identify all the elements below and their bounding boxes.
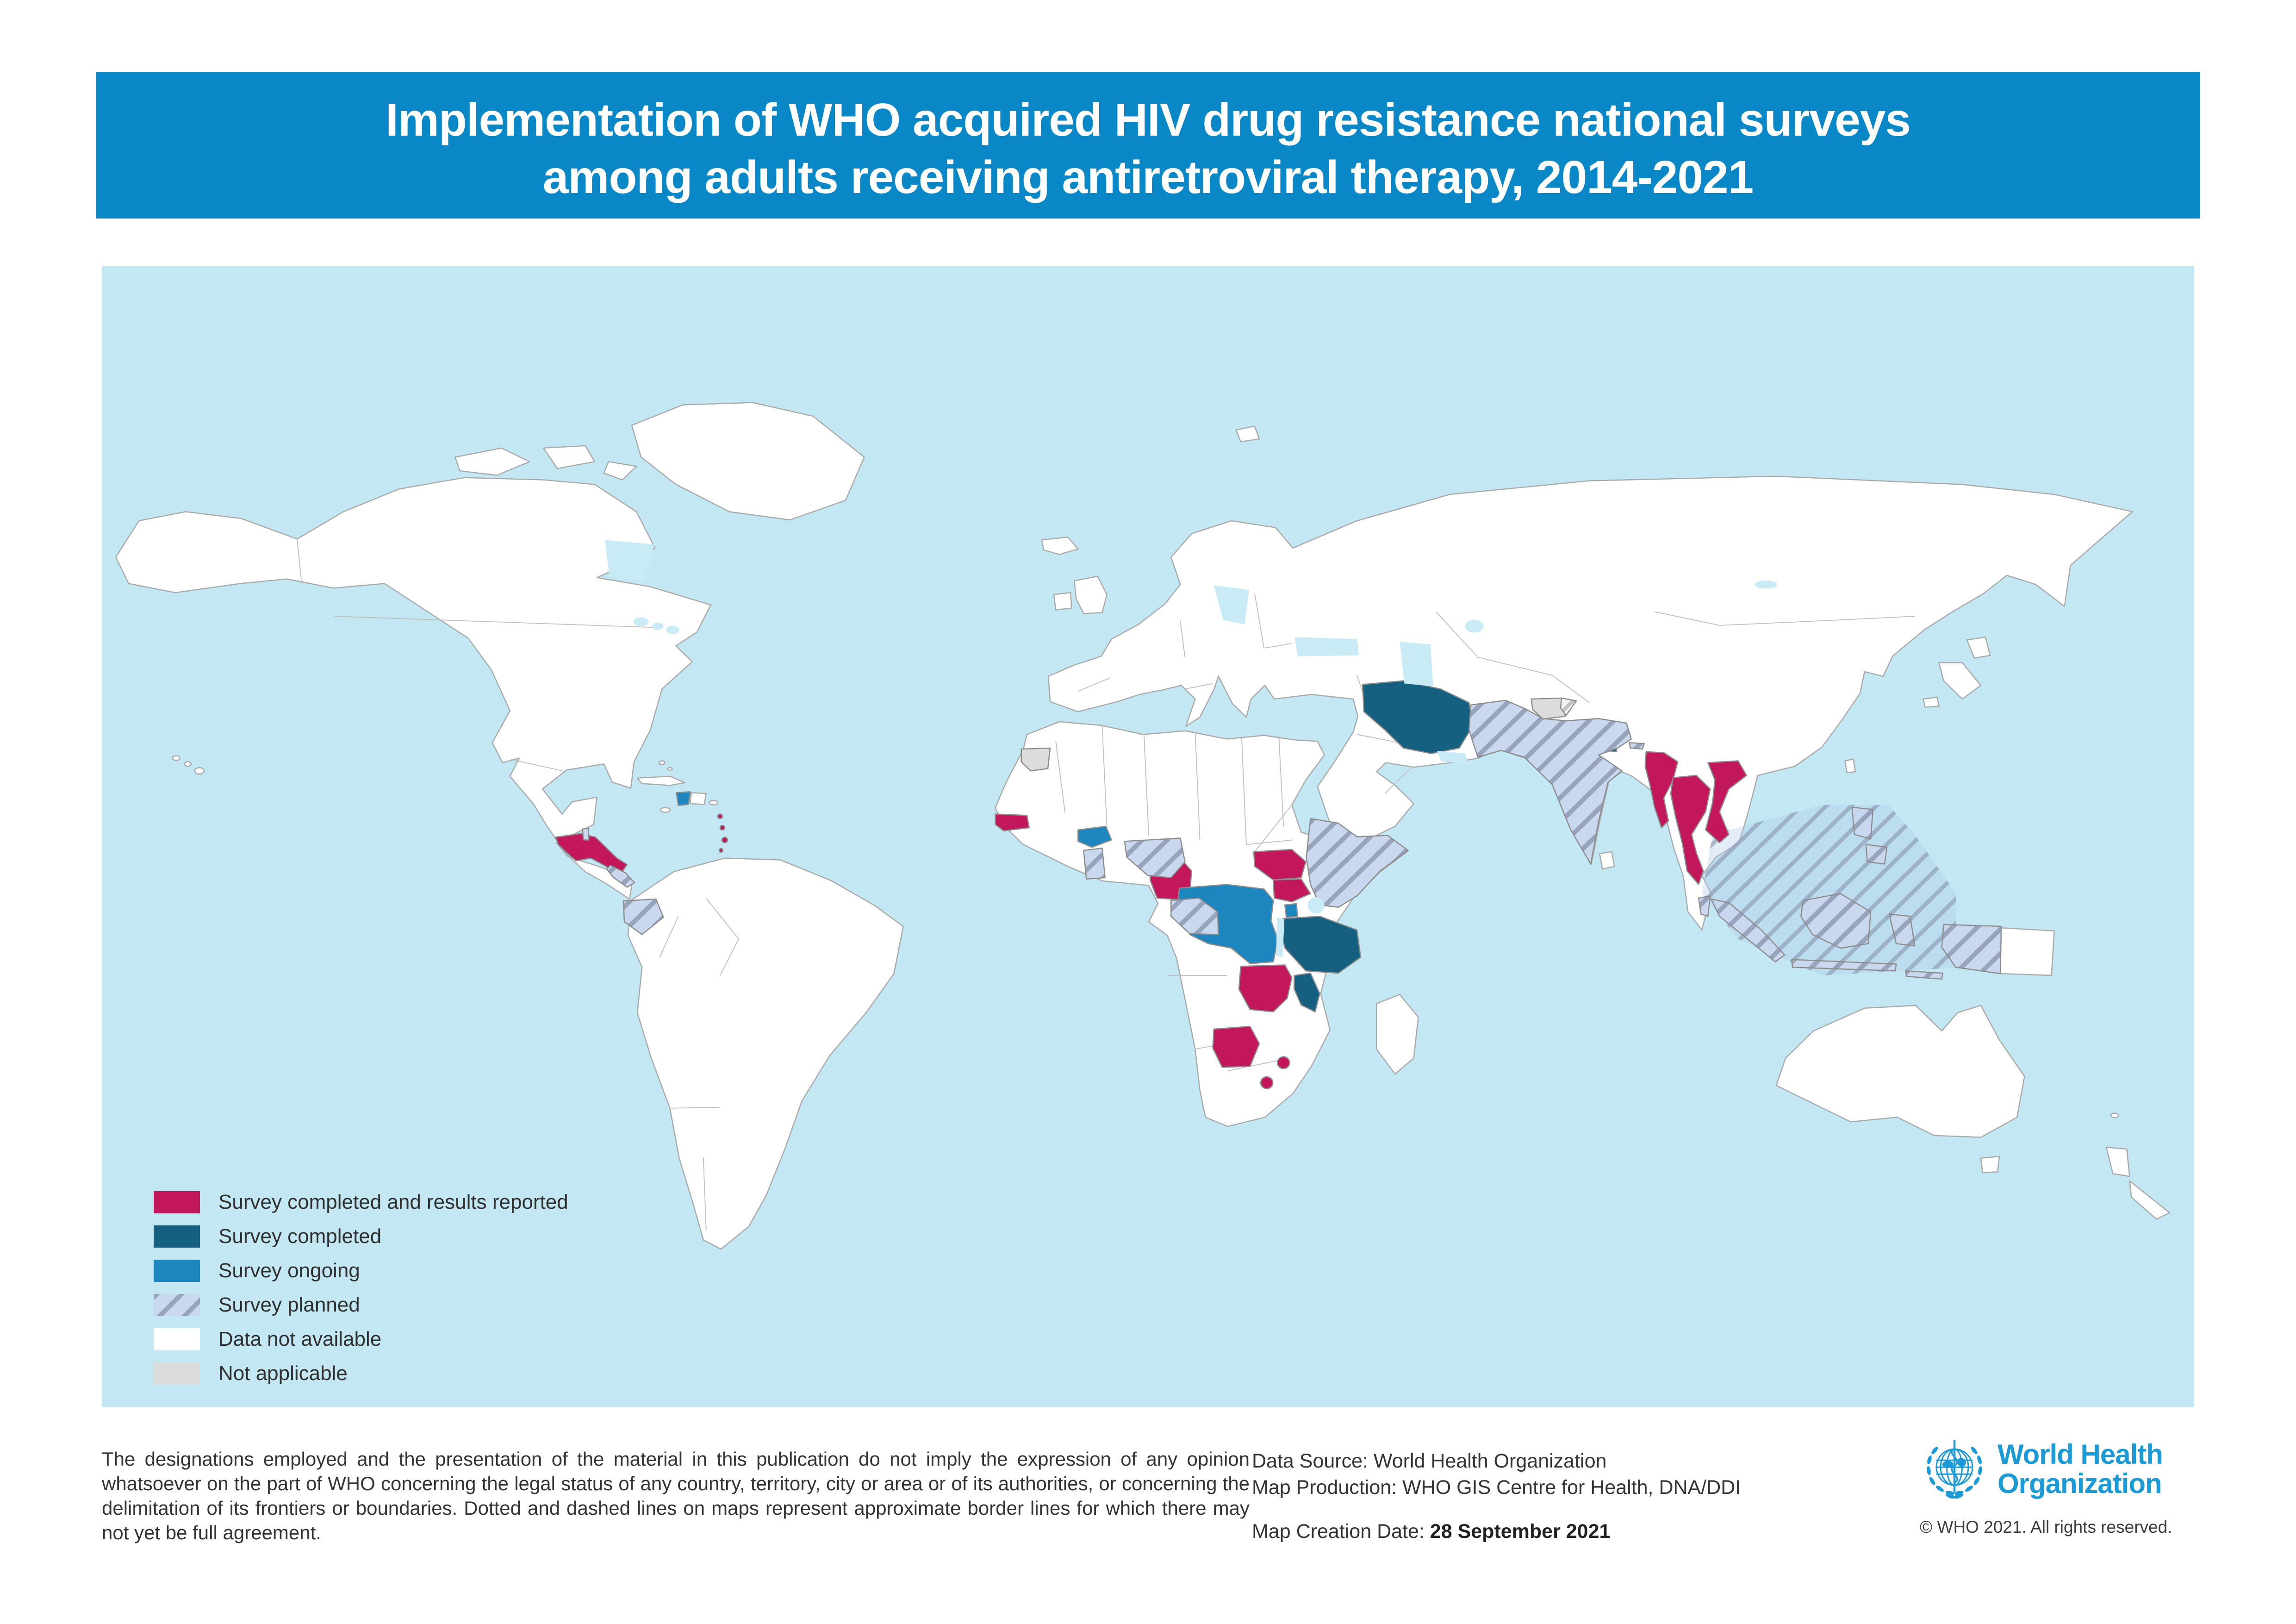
great-lake <box>666 626 679 634</box>
who-logo-block <box>1920 1434 2202 1537</box>
page-title-line2: among adults receiving antiretroviral therapy, 2014-2021 <box>542 151 1754 203</box>
map-creation-line <box>1252 1518 1900 1545</box>
islands-hawaii <box>173 756 180 761</box>
island-cuba <box>637 776 684 786</box>
legend-label: Survey planned <box>218 1293 360 1316</box>
country-belize <box>583 828 589 840</box>
legend-item-planned <box>154 1288 568 1322</box>
country-indonesia-lesser-sunda <box>1905 971 1942 979</box>
who-logo-line1: World Health <box>1997 1439 2163 1470</box>
title-banner <box>96 72 2200 219</box>
source-block <box>1252 1448 1900 1545</box>
disclaimer-text: The designations employed and the presentation of the material in this publication do not imply the expression of any opinion whatsoever on the part of WHO concerning the legal status of any country, territory, city or area or of its authorities, or concerning the delimitation of its frontiers or boundaries. Dotted and dashed lines on maps represent approximate border lines for which there may not yet be full agreement. <box>102 1448 1250 1543</box>
country-lesotho <box>1261 1077 1273 1089</box>
legend-item-no-data <box>154 1322 568 1356</box>
page-title-line1: Implementation of WHO acquired HIV drug resistance national surveys <box>386 94 1910 146</box>
country-senegal <box>996 814 1029 831</box>
island-new-zealand-north <box>2106 1147 2129 1176</box>
map-creation-label: Map Creation Date: <box>1252 1520 1430 1543</box>
island-bahamas <box>667 768 672 770</box>
country-eswatini <box>1277 1057 1289 1069</box>
map-legend <box>154 1185 568 1391</box>
island-puerto-rico <box>709 800 718 805</box>
data-source-line: Data Source: World Health Organization <box>1252 1450 1607 1472</box>
legend-swatch-ongoing <box>154 1260 200 1282</box>
arctic-island <box>543 446 594 468</box>
lake-baikal <box>1755 581 1777 589</box>
island-bahamas <box>659 761 665 764</box>
country-botswana <box>1213 1026 1259 1067</box>
who-logo-line2: Organization <box>1997 1468 2162 1499</box>
legend-label: Survey ongoing <box>218 1259 360 1282</box>
island-fiji <box>2111 1113 2118 1118</box>
country-saint-vincent <box>720 825 725 830</box>
country-saint-lucia <box>718 814 722 818</box>
country-haiti <box>676 792 690 805</box>
landmass-south-america <box>628 858 903 1249</box>
arctic-island <box>455 448 529 475</box>
hudson-bay <box>605 540 654 581</box>
legend-swatch-completed <box>154 1225 200 1248</box>
island-ireland <box>1054 593 1071 610</box>
great-lake <box>652 623 663 630</box>
country-philippines-luzon <box>1852 807 1873 839</box>
legend-label: Survey completed <box>218 1225 382 1248</box>
country-grenada <box>722 837 728 843</box>
island-iceland <box>1042 537 1078 554</box>
island-tasmania <box>1981 1156 1999 1173</box>
map-creation-date: 28 September 2021 <box>1430 1520 1611 1543</box>
islands-hawaii <box>185 762 191 766</box>
legend-swatch-no-data <box>154 1328 200 1350</box>
country-caribbean-island <box>719 849 723 852</box>
black-sea <box>1294 637 1359 656</box>
legend-label: Data not available <box>218 1328 382 1350</box>
island-great-britain <box>1074 576 1107 614</box>
map-production-line: Map Production: WHO GIS Centre for Health, DNA/DDI <box>1252 1476 1741 1499</box>
country-rwanda-burundi <box>1285 904 1297 917</box>
country-pakistan-india <box>1469 700 1631 864</box>
island-svalbard <box>1236 426 1259 442</box>
country-malaysia-peninsula <box>1699 896 1710 916</box>
landmass-north-america <box>116 478 711 899</box>
country-togo-benin <box>1083 848 1105 879</box>
islands-hawaii <box>195 768 204 774</box>
great-lake <box>634 617 648 626</box>
legend-item-completed <box>154 1219 568 1254</box>
landmass-australia <box>1776 1006 2024 1137</box>
island-madagascar <box>1376 994 1418 1074</box>
legend-label: Not applicable <box>218 1362 348 1385</box>
country-bhutan <box>1630 743 1644 749</box>
copyright-text: © WHO 2021. All rights reserved. <box>1920 1518 2172 1537</box>
caspian-sea <box>1400 642 1433 686</box>
country-philippines-mindanao <box>1866 844 1887 864</box>
aral-sea <box>1465 620 1483 632</box>
island-jamaica <box>660 808 670 812</box>
arctic-island <box>604 462 636 480</box>
who-emblem-icon <box>1920 1434 1989 1504</box>
legend-item-ongoing <box>154 1254 568 1288</box>
island-sri-lanka <box>1599 852 1614 869</box>
lake-victoria <box>1308 897 1325 913</box>
island-japan-kyushu <box>1923 697 1939 707</box>
legend-item-not-applicable <box>154 1356 568 1391</box>
island-japan-hokkaido <box>1967 637 1990 658</box>
island-taiwan <box>1845 759 1855 773</box>
legend-swatch-results-reported <box>154 1191 200 1213</box>
island-new-zealand-south <box>2129 1181 2169 1219</box>
legend-swatch-not-applicable <box>154 1362 200 1385</box>
island-japan-honshu <box>1939 662 1981 699</box>
who-logo-text <box>1997 1440 2163 1498</box>
world-map <box>102 266 2194 1407</box>
legend-label: Survey completed and results reported <box>218 1191 568 1213</box>
legend-item-results-reported <box>154 1185 568 1219</box>
island-hispaniola-dominican-republic <box>691 793 706 805</box>
landmass-greenland <box>632 403 864 520</box>
region-sea-archipelago-planned <box>1702 805 1956 975</box>
legend-swatch-planned <box>154 1294 200 1316</box>
